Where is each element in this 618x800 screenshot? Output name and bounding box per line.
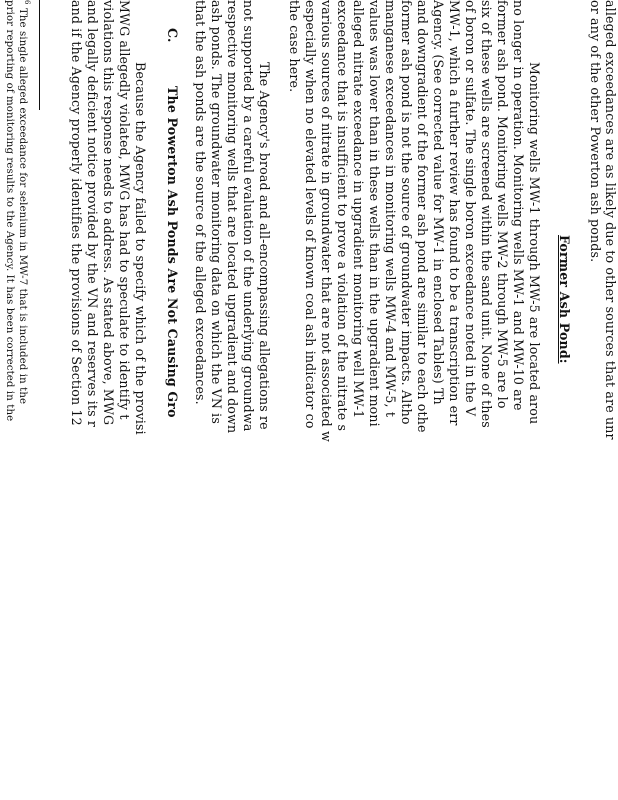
text-line: The Agency's broad and all-encompassing allegations re <box>257 62 272 430</box>
text-line: no longer in operation. Monitoring wells MW-1 and MW-10 are <box>511 0 526 411</box>
footnote-line: prior reporting of monitoring results to the Agency. It has been corrected in the <box>4 0 15 422</box>
text-line: Monitoring wells MW-1 through MW-5 are located arou <box>527 62 542 425</box>
footnote-divider <box>39 0 40 110</box>
text-line: various sources of nitrate in groundwater that are not associated w <box>319 0 334 442</box>
footnote-line: The single alleged exceedance for selenium in MW-7 that is included in the <box>17 8 28 405</box>
text-line: six of these wells are screened within the sand unit. None of thes <box>479 0 494 428</box>
text-line: manganese exceedances in monitoring wells MW-4 and MW-5, t <box>383 0 398 418</box>
text-line: exceedance that is insufficient to prove a violation of the nitrate s <box>335 0 350 432</box>
section-c-letter: C. <box>165 28 180 43</box>
text-line: especially when no elevated levels of known coal ash indicator co <box>303 0 318 429</box>
text-line: MW-1, which a further review has found to be a transcription err <box>447 0 462 426</box>
footnote-marker: 6 <box>23 0 31 5</box>
text-line: not supported by a careful evaluation of the underlying groundwa <box>241 0 256 432</box>
text-line: that the ash ponds are the source of the alleged exceedances. <box>193 0 208 405</box>
text-line: ash ponds. The groundwater monitoring data on which the VN is <box>209 0 224 424</box>
text-line: values was lower than in these wells than in the upgradient moni <box>367 0 382 427</box>
text-line: and if the Agency properly identifies the provisions of Section 12 <box>69 0 84 426</box>
text-line: and downgradient of the former ash pond are similar to each othe <box>415 0 430 433</box>
text-line: alleged nitrate exceedance in upgradient monitoring well MW-1 <box>351 0 366 419</box>
text-line: violations this response needs to address. As stated above, MWG <box>101 0 116 426</box>
text-line: Because the Agency failed to specify which of the provisi <box>133 62 148 435</box>
text-line: Agency. (See corrected value for MW-1 in enclosed Tables) Th <box>431 0 446 405</box>
text-line: respective monitoring wells that are located upgradient and down <box>225 0 240 434</box>
text-line: former ash pond. Monitoring wells MW-2 through MW-5 are lo <box>495 0 510 409</box>
text-line: or any of the other Powerton ash ponds. <box>588 0 603 263</box>
text-line: alleged exceedances are as likely due to other sources that are unr <box>603 0 618 440</box>
text-line: MWG allegedly violated, MWG has had to speculate to identify t <box>117 0 132 420</box>
text-line: former ash pond is not the source of groundwater impacts. Altho <box>399 0 414 425</box>
heading-former-ash-pond: Former Ash Pond: <box>557 235 572 364</box>
text-line: of boron or sulfate. The single boron exceedance noted in the V <box>463 0 478 417</box>
text-line: the case here. <box>287 0 302 93</box>
text-line: and legally deficient notice provided by the VN and reserves its r <box>85 0 100 428</box>
section-c-title: The Powerton Ash Ponds Are Not Causing Gro <box>165 86 180 418</box>
